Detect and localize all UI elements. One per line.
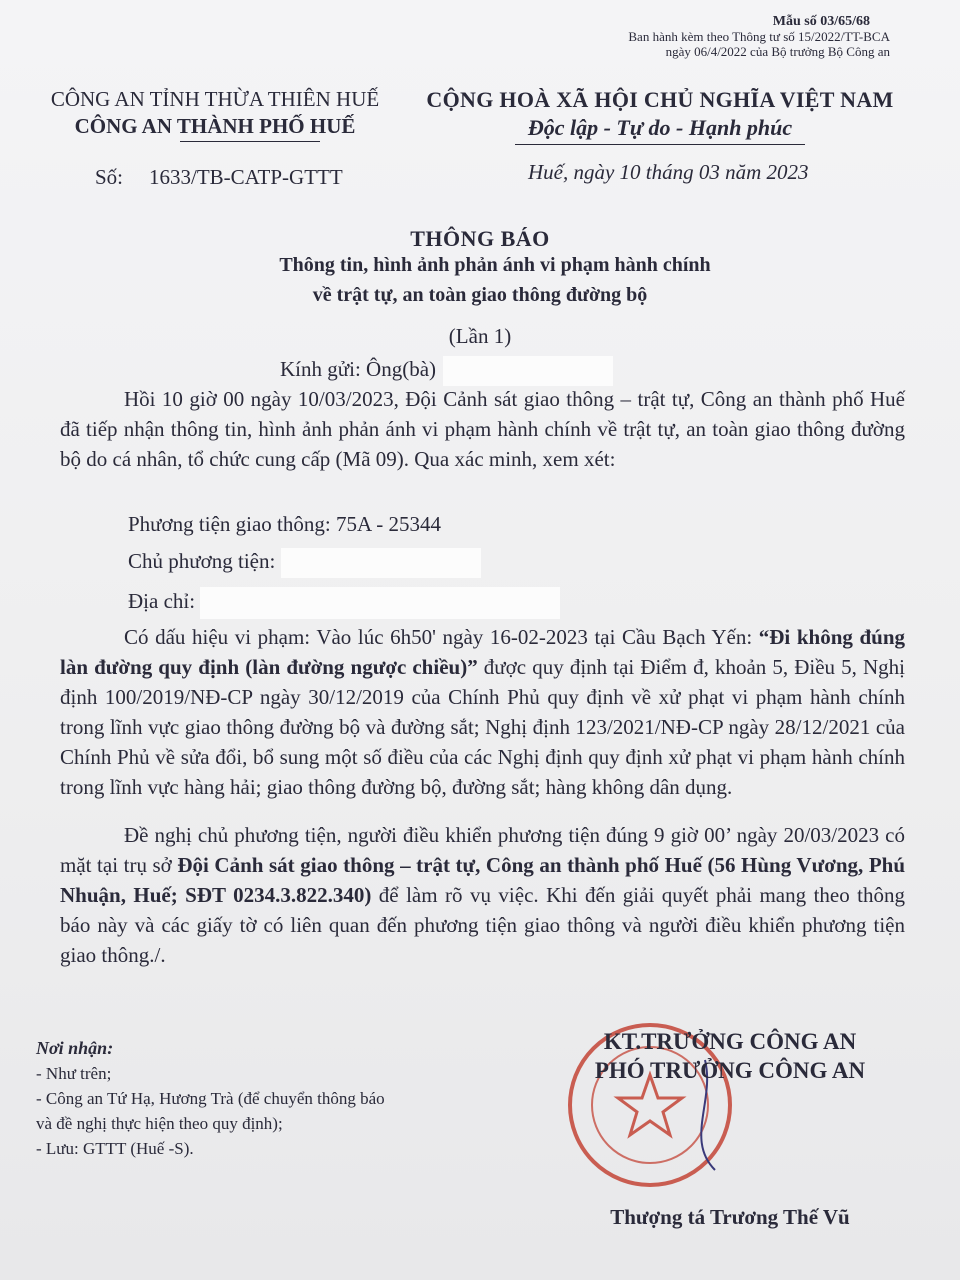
- motto-underline: [515, 144, 805, 145]
- document-number: [95, 165, 343, 190]
- document-subtitle-1: Thông tin, hình ảnh phản ánh vi phạm hành chính: [279, 254, 711, 276]
- salutation-text: Kính gửi: Ông(bà): [280, 356, 437, 381]
- violation-legal-basis: được quy định tại Điểm đ, khoản 5, Điều 5, Nghị định 100/2019/NĐ-CP ngày 30/12/2019 của Chính Phủ quy định về xử phạt vi phạm hành chính trong lĩnh vực giao thông đường bộ và đường sắt; Nghị định 123/2021/NĐ-CP ngày 28/12/2021 của Chính Phủ về sửa đổi, bổ sung một số điều của các Nghị định quy định xử phạt vi phạm hành chính trong lĩnh vực hàng hải; giao thông đường bộ, đường sắt; hàng không dân dụng.: [60, 655, 905, 799]
- agency-parent: CÔNG AN TỈNH THỪA THIÊN HUẾ: [50, 87, 380, 111]
- form-number-block: [560, 14, 890, 59]
- recipient-item: và đề nghị thực hiện theo quy định);: [36, 1114, 283, 1133]
- vehicle-field: Phương tiện giao thông: 75A - 25344: [128, 512, 441, 536]
- signature-title-2: PHÓ TRƯỞNG CÔNG AN: [594, 1058, 866, 1083]
- form-issued-line2: ngày 06/4/2022 của Bộ trưởng Bộ Công an: [665, 44, 890, 59]
- recipient-item: - Như trên;: [36, 1064, 112, 1083]
- paragraph-intro: Hồi 10 giờ 00 ngày 10/03/2023, Đội Cảnh sát giao thông – trật tự, Công an thành phố Huế đã tiếp nhận thông tin, hình ảnh phản ánh vi phạm hành chính về trật tự, an toàn giao thông đường bộ do cá nhân, tổ chức cung cấp (Mã 09). Qua xác minh, xem xét:: [60, 387, 905, 471]
- owner-label: Chủ phương tiện:: [128, 548, 276, 573]
- document-number-label: Số:: [95, 165, 124, 189]
- salutation: [280, 356, 613, 386]
- violation-description: “Đi không đúng làn đường quy định (làn đường ngược chiều)”: [60, 625, 905, 679]
- recipients-block: [36, 1036, 385, 1161]
- signature-title-1: KT.TRƯỞNG CÔNG AN: [603, 1029, 857, 1054]
- paragraph-request: [60, 820, 905, 970]
- document-number-value: 1633/TB-CATP-GTTT: [149, 165, 343, 189]
- agency-header: [30, 86, 400, 142]
- address-label: Địa chỉ:: [128, 588, 196, 613]
- notice-round: (Lần 1): [448, 324, 512, 348]
- paragraph-violation: [60, 622, 905, 802]
- signer-name: Thượng tá Trương Thế Vũ: [610, 1205, 850, 1229]
- nation-motto: Độc lập - Tự do - Hạnh phúc: [527, 115, 793, 140]
- redacted-address: [200, 587, 560, 619]
- violation-intro: Có dấu hiệu vi phạm: Vào lúc 6h50' ngày 16-02-2023 tại Cầu Bạch Yến:: [124, 625, 759, 649]
- recipients-heading: Nơi nhận:: [36, 1038, 114, 1058]
- document-subtitle-2: về trật tự, an toàn giao thông đường bộ: [312, 284, 648, 306]
- nation-header: [410, 86, 910, 145]
- request-intro: Đề nghị chủ phương tiện, người điều khiển phương tiện đúng 9 giờ 00’ ngày 20/03/2023 có mặt tại trụ sở: [60, 823, 905, 877]
- form-issued-line1: Ban hành kèm theo Thông tư số 15/2022/TT-BCA: [628, 29, 890, 44]
- recipient-item: - Lưu: GTTT (Huế -S).: [36, 1139, 194, 1158]
- owner-field: [128, 548, 481, 578]
- signature-block: [560, 1027, 900, 1085]
- redacted-owner: [281, 548, 481, 578]
- agency-underline: [180, 141, 320, 142]
- nation-name: CỘNG HOÀ XÃ HỘI CHỦ NGHĨA VIỆT NAM: [426, 87, 894, 112]
- place-date: Huế, ngày 10 tháng 03 năm 2023: [528, 160, 809, 184]
- recipient-item: - Công an Tứ Hạ, Hương Trà (để chuyển thông báo: [36, 1089, 385, 1108]
- agency-unit: CÔNG AN THÀNH PHỐ HUẾ: [74, 114, 356, 138]
- request-location: Đội Cảnh sát giao thông – trật tự, Công an thành phố Huế (56 Hùng Vương, Phú Nhuận, Huế; SĐT 0234.3.822.340): [60, 853, 906, 907]
- address-field: [128, 587, 560, 619]
- document-title: THÔNG BÁO: [410, 226, 550, 251]
- request-rest: để làm rõ vụ việc. Khi đến giải quyết phải mang theo thông báo này và các giấy tờ có liên quan đến phương tiện giao thông và người điều khiển phương tiện giao thông./.: [60, 883, 906, 967]
- form-number: Mẫu số 03/65/68: [772, 14, 870, 29]
- redacted-name: [443, 356, 613, 386]
